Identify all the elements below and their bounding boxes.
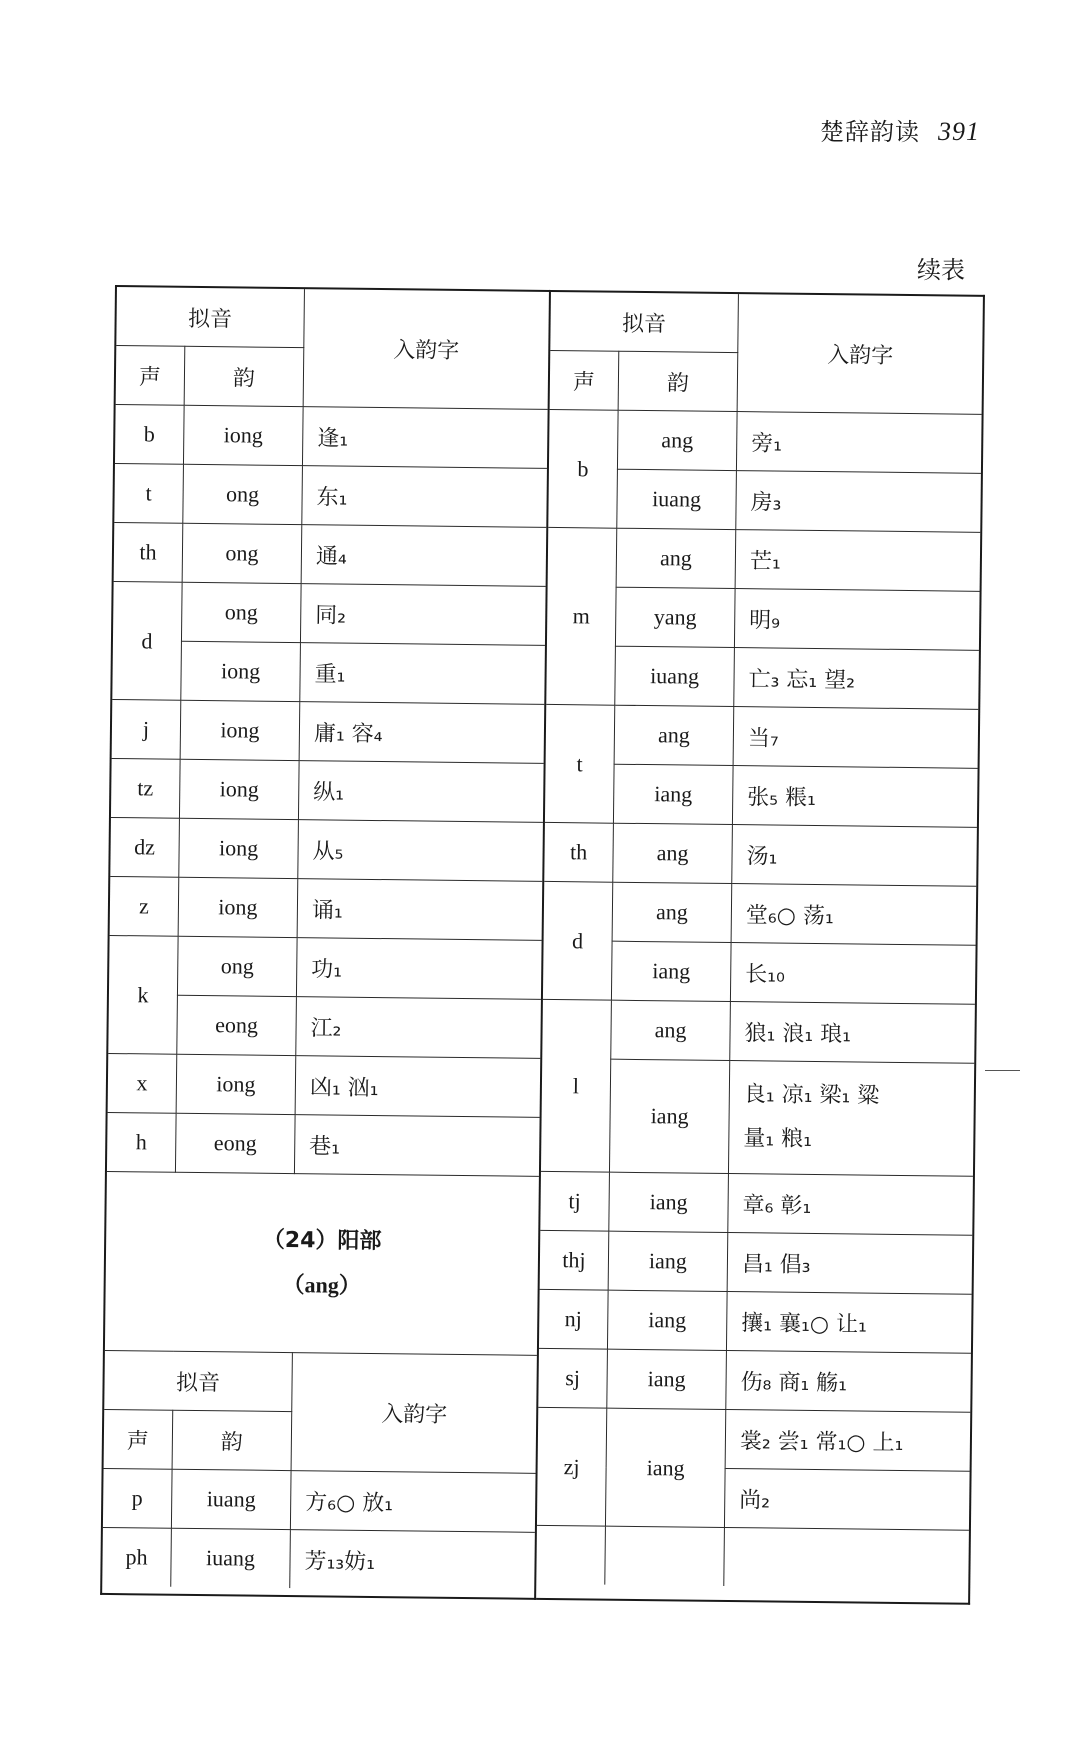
table-row: j iong 庸₁ 容₄ bbox=[112, 699, 545, 763]
header-ruyunzi-r: 入韵字 bbox=[737, 294, 983, 414]
table-row: t ong 东₁ bbox=[114, 464, 547, 528]
continued-label: 续表 bbox=[917, 256, 965, 284]
table-row: b ang 旁₁ bbox=[549, 409, 982, 473]
table-row: iang 长₁₀ bbox=[543, 940, 976, 1004]
table-row: nj iang 攘₁ 襄₁○ 让₁ bbox=[539, 1289, 972, 1353]
section-title: （24）阳部 bbox=[262, 1227, 382, 1255]
table-row-empty bbox=[536, 1525, 969, 1588]
table-row: th ong 通₄ bbox=[114, 523, 547, 587]
margin-line bbox=[985, 1070, 1020, 1071]
section-heading bbox=[105, 1171, 539, 1355]
running-title: 楚辞韵读 bbox=[820, 118, 920, 146]
table-row: b iong 逢₁ bbox=[115, 405, 548, 469]
table-row: d ong 同₂ bbox=[113, 582, 546, 646]
header-yun-2: 韵 bbox=[172, 1410, 292, 1470]
section-subtitle: （ang） bbox=[282, 1271, 361, 1298]
header-pinyin: 拟音 bbox=[116, 287, 304, 348]
header-sheng-2: 声 bbox=[104, 1409, 173, 1469]
table-row: d ang 堂₆○ 荡₁ bbox=[544, 881, 977, 945]
table-row: x iong 凶₁ 汹₁ bbox=[108, 1053, 541, 1117]
left-table bbox=[102, 287, 549, 1591]
table-row: iong 重₁ bbox=[112, 640, 545, 704]
table-row: sj iang 伤₈ 商₁ 觞₁ bbox=[538, 1348, 971, 1412]
header-ruyunzi-2: 入韵字 bbox=[291, 1353, 537, 1474]
page-number: 391 bbox=[938, 117, 980, 146]
table-row: dz iong 从₅ bbox=[110, 817, 543, 881]
table-row: 尚₂ bbox=[537, 1466, 970, 1530]
table-row: tz iong 纵₁ bbox=[111, 758, 544, 822]
table-row: t ang 当₇ bbox=[546, 704, 979, 768]
table-row: thj iang 昌₁ 倡₃ bbox=[540, 1230, 973, 1294]
header-sheng-r: 声 bbox=[550, 350, 619, 410]
header-yun-r: 韵 bbox=[618, 351, 738, 411]
page-header bbox=[820, 112, 980, 147]
table-row: ph iuang 芳₁₃妨₁ bbox=[102, 1527, 535, 1590]
right-table bbox=[536, 292, 983, 1589]
table-row: iang 张₅ 粻₁ bbox=[545, 763, 978, 827]
rhyme-table-wrapper bbox=[100, 285, 985, 1605]
table-row: th ang 汤₁ bbox=[544, 822, 977, 886]
table-row: zj iang 裳₂ 尝₁ 常₁○ 上₁ bbox=[538, 1407, 971, 1471]
table-row: iang 良₁ 凉₁ 梁₁ 粱 量₁ 粮₁ bbox=[541, 1058, 974, 1176]
header-ruyunzi: 入韵字 bbox=[303, 289, 549, 409]
table-row: yang 明₉ bbox=[547, 586, 980, 650]
table-row: l ang 狼₁ 浪₁ 琅₁ bbox=[542, 999, 975, 1063]
table-row: h eong 巷₁ bbox=[107, 1112, 540, 1176]
table-row: m ang 芒₁ bbox=[548, 527, 981, 591]
table-row: iuang 房₃ bbox=[548, 468, 981, 532]
right-half bbox=[535, 291, 984, 1604]
section-heading-row bbox=[105, 1171, 539, 1355]
table-row: p iuang 方₆○ 放₁ bbox=[103, 1468, 536, 1532]
header-yun: 韵 bbox=[184, 346, 304, 406]
table-row: eong 江₂ bbox=[108, 994, 541, 1058]
table-row: tj iang 章₆ 彰₁ bbox=[540, 1171, 973, 1235]
table-row: iuang 亡₃ 忘₁ 望₂ bbox=[546, 645, 979, 709]
header-pinyin-2: 拟音 bbox=[104, 1350, 292, 1411]
table-row: k ong 功₁ bbox=[109, 935, 542, 999]
header-pinyin-r: 拟音 bbox=[550, 292, 738, 353]
table-row: z iong 诵₁ bbox=[110, 876, 543, 940]
left-half bbox=[101, 286, 550, 1599]
rhyme-table bbox=[100, 285, 985, 1605]
header-sheng: 声 bbox=[116, 346, 185, 406]
